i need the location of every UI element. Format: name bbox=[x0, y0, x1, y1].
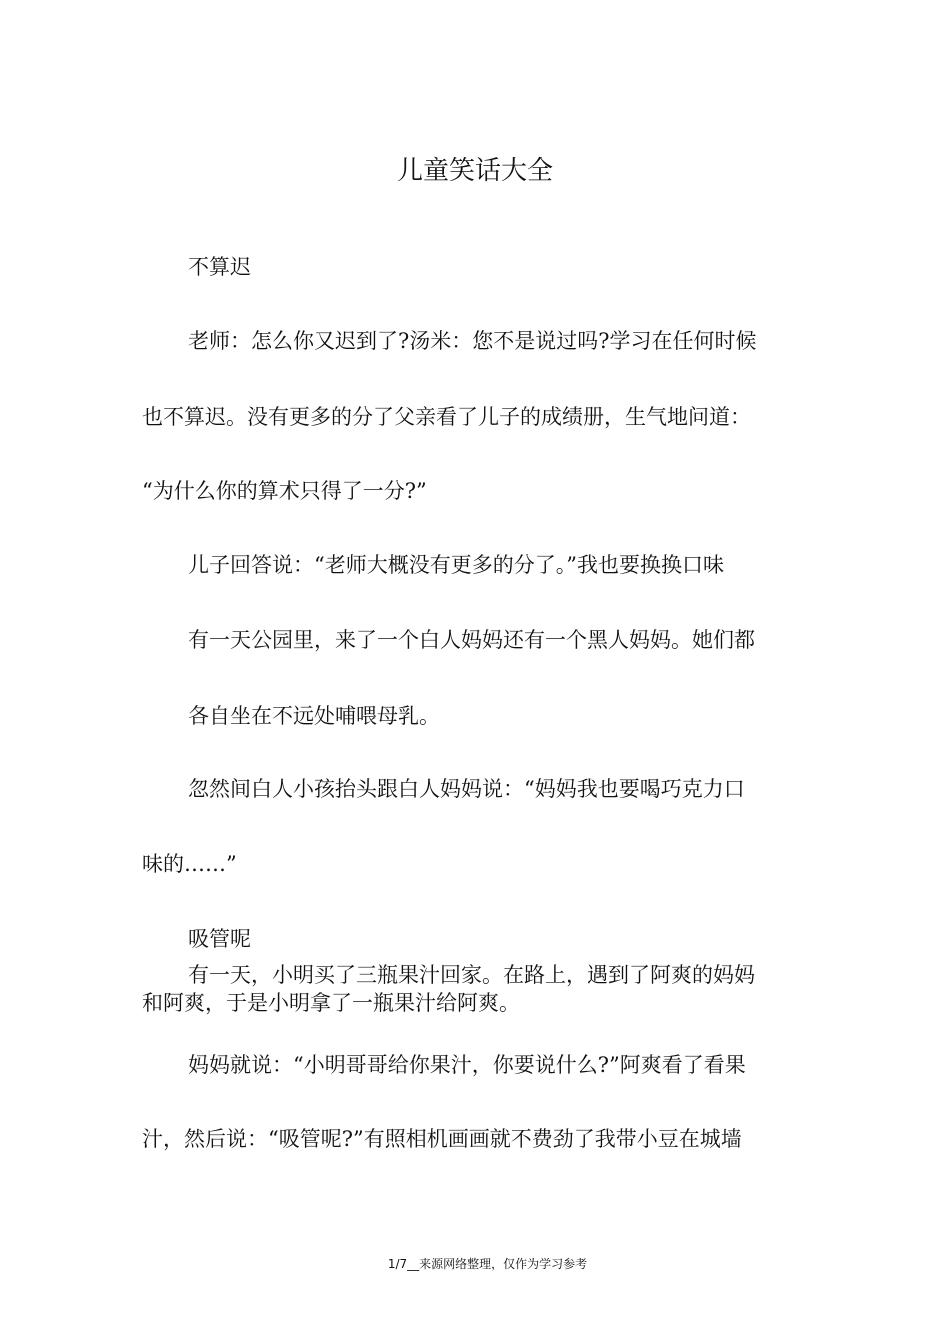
paragraph-line: 老师：怎么你又迟到了?汤米：您不是说过吗?学习在任何时候 bbox=[188, 329, 757, 353]
document-title: 儿童笑话大全 bbox=[396, 156, 553, 186]
section-heading: 吸管呢 bbox=[188, 927, 251, 951]
paragraph-line: 儿子回答说：“老师大概没有更多的分了。”我也要换换口味 bbox=[188, 553, 724, 577]
section-heading: 不算迟 bbox=[188, 255, 251, 279]
paragraph-line: 有一天，小明买了三瓶果汁回家。在路上，遇到了阿爽的妈妈 bbox=[188, 963, 755, 987]
paragraph-line: 汁，然后说：“吸管呢?”有照相机画画就不费劲了我带小豆在城墙 bbox=[142, 1127, 742, 1151]
paragraph-line: 也不算迟。没有更多的分了父亲看了儿子的成绩册，生气地问道： bbox=[142, 405, 751, 429]
paragraph-line: 有一天公园里，来了一个白人妈妈还有一个黑人妈妈。她们都 bbox=[188, 628, 755, 652]
paragraph-line: 妈妈就说：“小明哥哥给你果汁，你要说什么?”阿爽看了看果 bbox=[188, 1053, 746, 1077]
page-footer: 1/7__来源网络整理，仅作为学习参考 bbox=[387, 1257, 588, 1271]
paragraph-line: 味的……” bbox=[142, 852, 237, 876]
paragraph-line: 各自坐在不远处哺喂母乳。 bbox=[188, 704, 440, 728]
paragraph-line: 和阿爽，于是小明拿了一瓶果汁给阿爽。 bbox=[142, 991, 520, 1015]
paragraph-line: “为什么你的算术只得了一分?” bbox=[142, 479, 427, 503]
paragraph-line: 忽然间白人小孩抬头跟白人妈妈说：“妈妈我也要喝巧克力口 bbox=[188, 777, 745, 801]
